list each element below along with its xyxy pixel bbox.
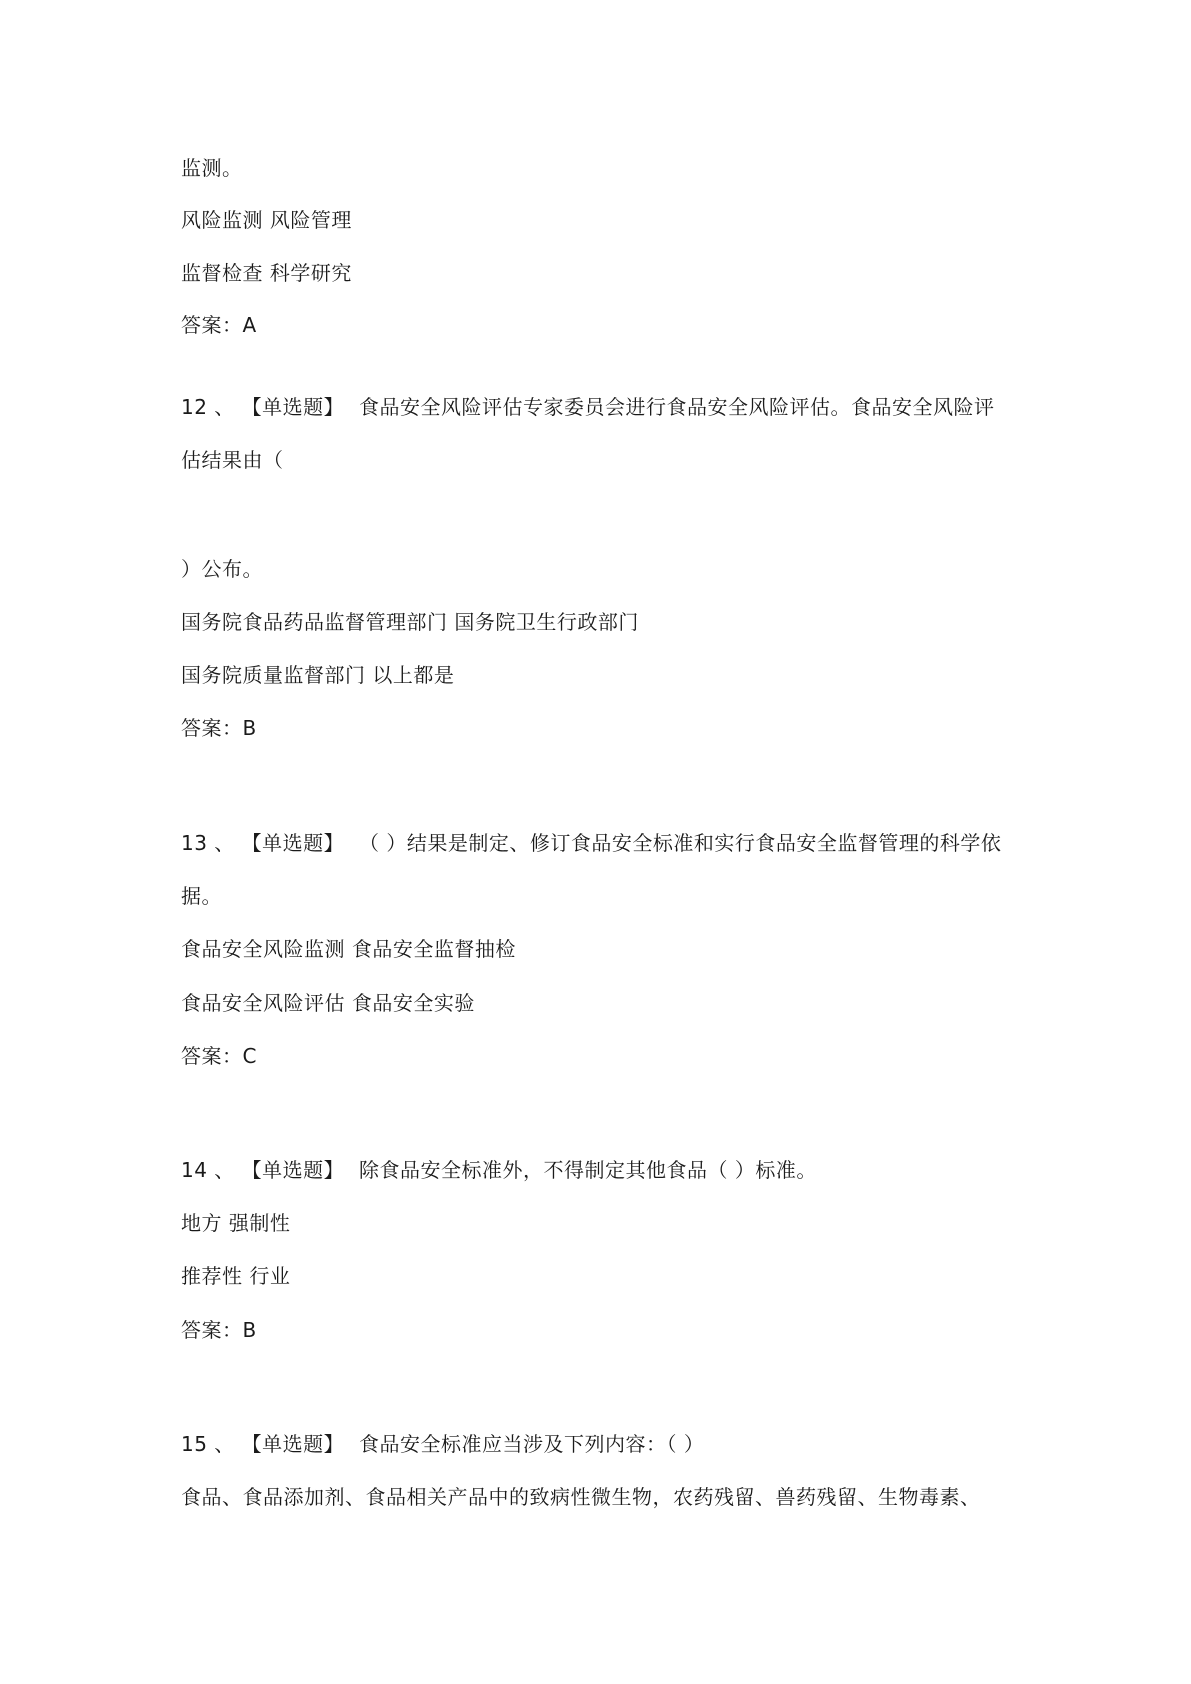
- question-14-stem-line-1: 除食品安全标准外，不得制定其他食品（ ）标准。: [359, 1158, 817, 1182]
- question-13-header: [181, 829, 1001, 857]
- question-12-stem-line-3: ）公布。: [181, 557, 263, 581]
- question-12-stem-line-1: 食品安全风险评估专家委员会进行食品安全风险评估。食品安全风险评: [359, 395, 995, 419]
- question-13-options-row-1: 食品安全风险监测 食品安全监督抽检: [181, 937, 516, 961]
- question-11-options-row-2: 监督检查 科学研究: [181, 261, 352, 285]
- question-12-options-row-2: 国务院质量监督部门 以上都是: [181, 663, 455, 687]
- question-13-stem-line-2: 据。: [181, 884, 222, 908]
- question-12-answer: 答案：B: [181, 716, 257, 740]
- question-15-stem-line-1: 食品安全标准应当涉及下列内容：（ ）: [359, 1432, 705, 1456]
- question-12-header: [181, 393, 995, 421]
- question-13-options-row-2: 食品安全风险评估 食品安全实验: [181, 991, 475, 1015]
- question-11-answer: 答案：A: [181, 313, 257, 337]
- question-13-answer: 答案：C: [181, 1044, 257, 1068]
- question-15-header: [181, 1430, 704, 1458]
- question-12-options-row-1: 国务院食品药品监督管理部门 国务院卫生行政部门: [181, 610, 639, 634]
- question-15-options-row-1: 食品、食品添加剂、食品相关产品中的致病性微生物，农药残留、兽药残留、生物毒素、: [181, 1485, 981, 1509]
- question-11-options-row-1: 风险监测 风险管理: [181, 208, 352, 232]
- question-13-number-label: 13 、 【单选题】: [181, 831, 345, 855]
- question-11-stem-tail: 监测。: [181, 156, 243, 180]
- question-14-header: [181, 1156, 817, 1184]
- question-13-stem-line-1: （ ）结果是制定、修订食品安全标准和实行食品安全监督管理的科学依: [359, 831, 1002, 855]
- question-14-number-label: 14 、 【单选题】: [181, 1158, 345, 1182]
- question-14-options-row-1: 地方 强制性: [181, 1211, 291, 1235]
- question-12-stem-line-2: 估结果由（: [181, 448, 284, 472]
- question-14-options-row-2: 推荐性 行业: [181, 1264, 291, 1288]
- question-15-number-label: 15 、 【单选题】: [181, 1432, 345, 1456]
- question-12-number-label: 12 、 【单选题】: [181, 395, 345, 419]
- question-14-answer: 答案：B: [181, 1318, 257, 1342]
